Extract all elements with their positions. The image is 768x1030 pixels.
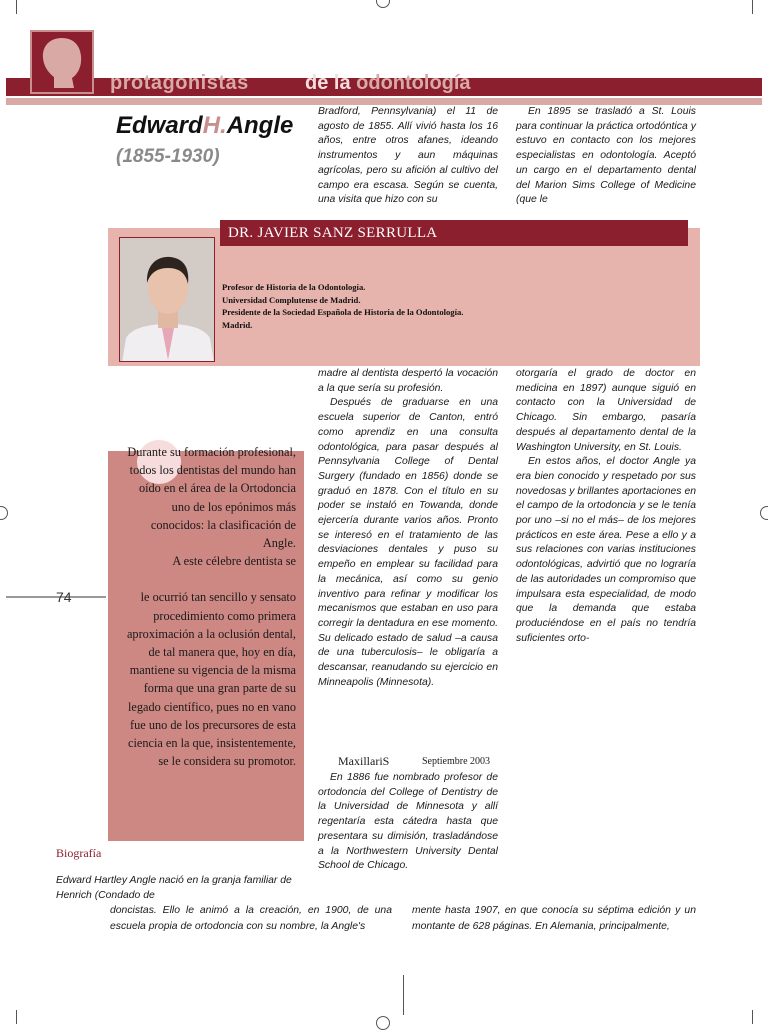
- column-1-bottom: [318, 771, 498, 874]
- crop-mark: [752, 1010, 753, 1024]
- paragraph: En estos años, el doctor Angle ya era bien conocido y respetado por sus novedosas y brillantes aportaciones en el campo de la ortodoncia y se le tenía por uno –si no el más– de los mejores prácticos en este área. Pese a ello y a sus relaciones con varias instituciones odontológicas, advirtió que no lograría de las autoridades un compromiso que impulsara esta especialidad, de modo que la demanda que estaba produciéndose en el país no tendría suficientes orto-: [516, 456, 696, 644]
- column-2-top: [516, 105, 696, 208]
- bottom-text-left: doncistas. Ello le animó a la creación, en 1900, de una escuela propia de ortodoncia con su nombre, la Angle's: [110, 905, 392, 932]
- page-number: 74: [56, 589, 72, 605]
- column-2-middle: [516, 367, 696, 646]
- crop-mark: [403, 975, 404, 1015]
- biography-text: Edward Hartley Angle nació en la granja familiar de Henrich (Condado de: [56, 875, 292, 901]
- crop-mark: [16, 0, 17, 14]
- crop-mark: [16, 1010, 17, 1024]
- paragraph: Bradford, Pennsylvania) el 11 de agosto de 1855. Allí vivió hasta los 16 años, entre otros afanes, ideando instrumentos y aun máquinas agrícolas, pero su afición al cultivo del campo era escasa. Según se cuenta, una visita que hizo con su: [318, 106, 498, 206]
- profile-head-icon: [32, 32, 92, 92]
- registration-mark: [760, 506, 768, 520]
- issue-date: Septiembre 2003: [422, 756, 491, 767]
- bottom-text-right: mente hasta 1907, en que conocía su séptima edición y un montante de 628 páginas. En Alemania, principalmente,: [412, 905, 696, 932]
- registration-mark: [376, 0, 390, 8]
- paragraph: En 1895 se trasladó a St. Louis para continuar la práctica ortodóntica y estuvo en contacto con los mejores especialistas en odontología. Aceptó un cargo en el departamento dental del Marion Sims College of Medicine (que le: [516, 106, 696, 206]
- section-logo: [30, 30, 94, 94]
- author-photo: [119, 237, 215, 362]
- pull-quote-paragraph: le ocurrió tan sencillo y sensato procedimiento como primera aproximación a la oclusión dental, de tal manera que, hoy en día, mantiene su vigencia de la misma forma que una gran parte de su legado científico, pues no en vano fue uno de los precursores de esta ciencia en la que, insistentemente, se le considera su promotor.: [126, 590, 296, 769]
- biography-heading: Biografía: [56, 846, 102, 860]
- author-name: DR. JAVIER SANZ SERRULLA: [228, 225, 438, 241]
- pull-quote-paragraph: Durante su formación profesional, todos los dentistas del mundo han oído en el área de la Ortodoncia uno de los epónimos más conocidos: la clasificación de Angle.: [127, 445, 296, 551]
- author-info-line: Madrid.: [222, 319, 253, 330]
- column-1-middle: [318, 367, 498, 690]
- header-band-stripe: [6, 98, 762, 105]
- section-title-protagonistas: protagonistas: [110, 72, 249, 94]
- title-middle-initial: H.: [202, 112, 227, 139]
- paragraph: En 1886 fue nombrado profesor de ortodoncia del College of Dentistry de la Universidad de Minnesota y allí regentaría esta cátedra hasta que presentara su dimisión, trasladándose a la Northwestern University Dental School de Chicago.: [318, 772, 498, 872]
- registration-mark: [0, 506, 8, 520]
- section-title-dela: de la: [305, 72, 351, 94]
- pull-quote: [118, 443, 296, 770]
- paragraph: Después de graduarse en una escuela superior de Canton, entró como aprendiz en una consulta odontológica, para pasar después al Pennsylvania College of Dental Surgery (fundado en 1856) donde se graduó en 1878. Con el título en su poder se instaló en Towanda, donde ejercería durante varios años. Pronto se interesó en el tratamiento de las desviaciones dentales y puso su empeño en emplear su facilidad para la mecánica, así como su genio inventivo para refinar y modificar los mecanismos que estaban en uso para corregir la dentadura en ese momento. Su delicado estado de salud –a causa de una tuberculosis– le obligaría a descansar, reanudando su ejercicio en Minneapolis (Minnesota).: [318, 397, 498, 688]
- author-info-line: Presidente de la Sociedad Española de Historia de la Odontología.: [222, 307, 464, 317]
- paragraph: otorgaría el grado de doctor en medicina en 1897) aunque siguió en contacto con la Universidad de Chicago. Sin embargo, pasaría después al departamento dental de la Washington University, en St. Louis.: [516, 368, 696, 453]
- pull-quote-paragraph: A este célebre dentista se: [172, 554, 296, 569]
- author-credentials: [222, 281, 463, 331]
- section-title-odontologia: [305, 72, 471, 95]
- journal-name: MaxillariS: [338, 754, 390, 768]
- article-years: (1855-1930): [116, 146, 220, 167]
- author-info-line: Profesor de Historia de la Odontología.: [222, 282, 366, 292]
- paragraph: madre al dentista despertó la vocación a la que sería su profesión.: [318, 368, 498, 394]
- title-first-name: Edward: [116, 112, 203, 139]
- column-1-top: [318, 105, 498, 208]
- section-title-word: odontología: [356, 72, 471, 94]
- title-last-name: Angle: [226, 112, 294, 139]
- article-title: [116, 112, 293, 140]
- author-info-line: Universidad Complutense de Madrid.: [222, 294, 361, 305]
- crop-mark: [752, 0, 753, 14]
- registration-mark: [376, 1016, 390, 1030]
